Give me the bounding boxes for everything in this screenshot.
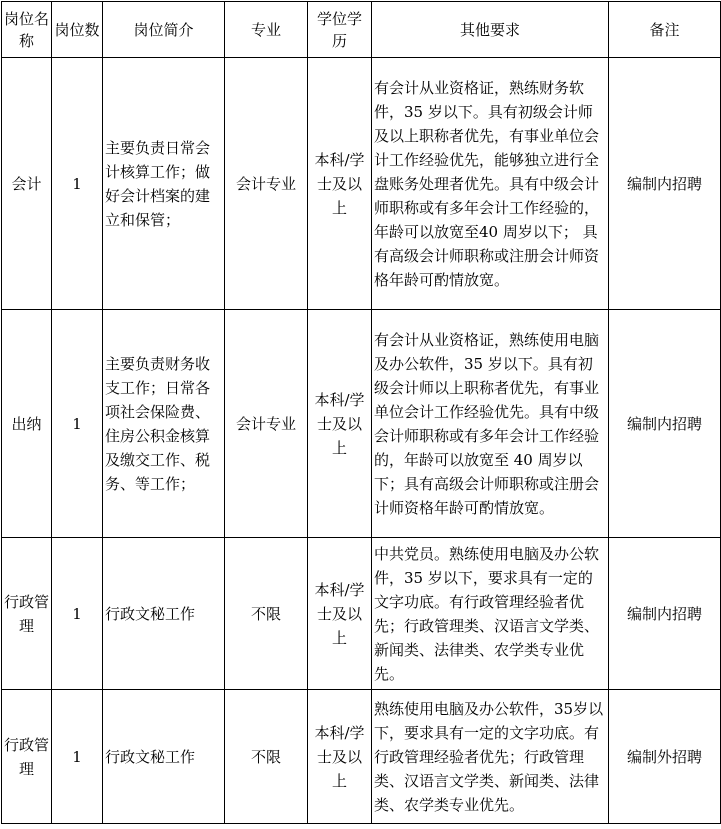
header-row	[2, 2, 721, 58]
cell-major: 不限	[225, 538, 308, 690]
cell-requirements: 有会计从业资格证，熟练使用电脑及办公软件，35 岁以下。具有初级会计师以上职称者优先，有事业单位会计工作经验优先。具有中级会计师职称或有多年会计工作经验的，年龄可以放宽至 40 周岁以下；具有高级会计师职称或注册会计师资格年龄可酌情放宽。	[372, 310, 609, 538]
cell-name: 会计	[2, 58, 52, 310]
cell-degree: 本科/学士及以上	[308, 690, 372, 824]
header-cell-intro: 岗位简介	[103, 2, 225, 58]
cell-degree: 本科/学士及以上	[308, 538, 372, 690]
cell-note: 编制内招聘	[609, 538, 721, 690]
table-row	[2, 58, 721, 310]
cell-requirements: 熟练使用电脑及办公软件，35岁以下，要求具有一定的文字功底。有行政管理经验者优先；行政管理类、汉语言文学类、新闻类、法律类、农学类专业优先。	[372, 690, 609, 824]
cell-degree: 本科/学士及以上	[308, 310, 372, 538]
header-cell-degree: 学位学历	[308, 2, 372, 58]
cell-intro: 主要负责财务收支工作；日常各项社会保险费、住房公积金核算及缴交工作、税务、等工作；	[103, 310, 225, 538]
cell-count: 1	[52, 310, 103, 538]
cell-degree: 本科/学士及以上	[308, 58, 372, 310]
cell-requirements: 中共党员。熟练使用电脑及办公软件，35 岁以下，要求具有一定的文字功底。有行政管理经验者优先；行政管理类、汉语言文学类、新闻类、法律类、农学类专业优先。	[372, 538, 609, 690]
table-row	[2, 538, 721, 690]
cell-count: 1	[52, 538, 103, 690]
table-row	[2, 310, 721, 538]
job-table	[1, 1, 721, 824]
cell-name: 行政管理	[2, 538, 52, 690]
cell-count: 1	[52, 690, 103, 824]
header-cell-major: 专业	[225, 2, 308, 58]
cell-major: 会计专业	[225, 310, 308, 538]
cell-note: 编制外招聘	[609, 690, 721, 824]
cell-intro: 行政文秘工作	[103, 690, 225, 824]
header-cell-note: 备注	[609, 2, 721, 58]
header-cell-name: 岗位名称	[2, 2, 52, 58]
cell-count: 1	[52, 58, 103, 310]
cell-requirements: 有会计从业资格证，熟练财务软件，35 岁以下。具有初级会计师及以上职称者优先，有事业单位会计工作经验优先，能够独立进行全盘账务处理者优先。具有中级会计师职称或有多年会计工作经验的，年龄可以放宽至40 周岁以下； 具有高级会计师职称或注册会计师资格年龄可酌情放宽。	[372, 58, 609, 310]
cell-note: 编制内招聘	[609, 58, 721, 310]
cell-intro: 主要负责日常会计核算工作；做好会计档案的建立和保管；	[103, 58, 225, 310]
header-cell-requirements: 其他要求	[372, 2, 609, 58]
cell-name: 出纳	[2, 310, 52, 538]
cell-note: 编制内招聘	[609, 310, 721, 538]
cell-name: 行政管理	[2, 690, 52, 824]
table-row	[2, 690, 721, 824]
cell-intro: 行政文秘工作	[103, 538, 225, 690]
cell-major: 不限	[225, 690, 308, 824]
header-cell-count: 岗位数	[52, 2, 103, 58]
cell-major: 会计专业	[225, 58, 308, 310]
